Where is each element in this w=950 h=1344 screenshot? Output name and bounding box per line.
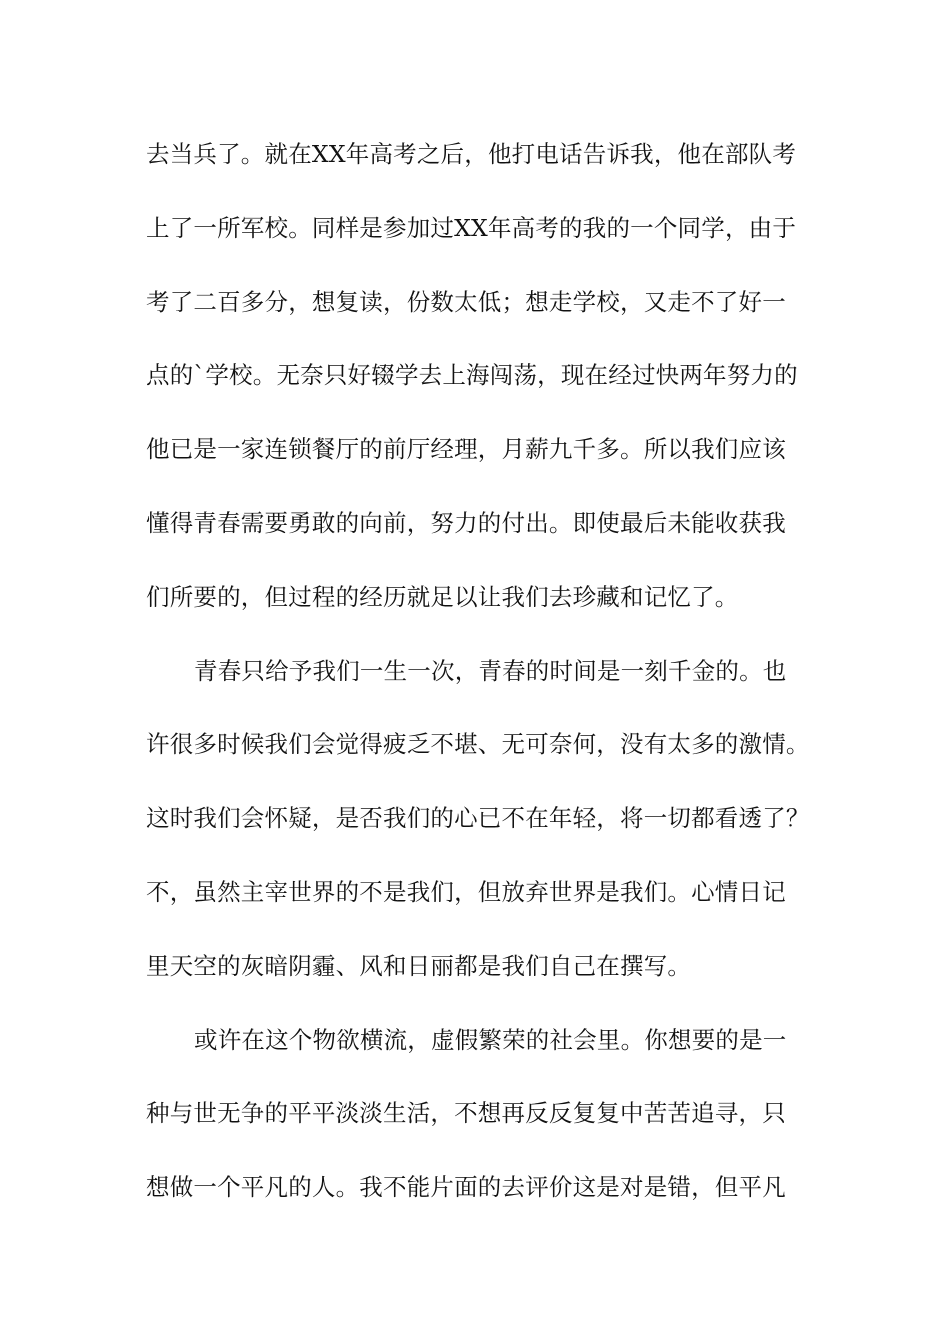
- text-line-4: 点的`学校。无奈只好辍学去上海闯荡，现在经过快两年努力的: [146, 361, 798, 390]
- paragraph-3-line-1: 或许在这个物欲横流，虚假繁荣的社会里。你想要的是一: [194, 1025, 787, 1054]
- text-line-10: 这时我们会怀疑，是否我们的心已不在年轻，将一切都看透了？: [146, 804, 810, 833]
- body-text: [146, 129, 811, 1236]
- text-line-11: 不，虽然主宰世界的不是我们，但放弃世界是我们。心情日记: [146, 877, 786, 906]
- text-line-2: 上了一所军校。同样是参加过XX年高考的我的一个同学，由于: [146, 213, 797, 242]
- paragraph-2-line-1: 青春只给予我们一生一次，青春的时间是一刻千金的。也: [194, 656, 787, 685]
- text-line-1: 去当兵了。就在XX年高考之后，他打电话告诉我，他在部队考: [146, 140, 797, 168]
- text-line-5: 他已是一家连锁餐厅的前厅经理，月薪九千多。所以我们应该: [146, 435, 786, 464]
- text-line-15: 想做一个平凡的人。我不能片面的去评价这是对是错，但平凡: [146, 1173, 786, 1202]
- text-line-12: 里天空的灰暗阴霾、风和日丽都是我们自己在撰写。: [146, 951, 692, 980]
- text-line-9: 许很多时候我们会觉得疲乏不堪、无可奈何，没有太多的激情。: [146, 730, 810, 759]
- text-line-14: 种与世无争的平平淡淡生活，不想再反反复复中苦苦追寻，只: [146, 1099, 786, 1128]
- text-line-7: 们所要的，但过程的经历就足以让我们去珍藏和记忆了。: [146, 582, 739, 611]
- text-line-3: 考了二百多分，想复读，份数太低；想走学校，又走不了好一: [146, 287, 786, 316]
- text-line-6: 懂得青春需要勇敢的向前，努力的付出。即使最后未能收获我: [146, 508, 786, 537]
